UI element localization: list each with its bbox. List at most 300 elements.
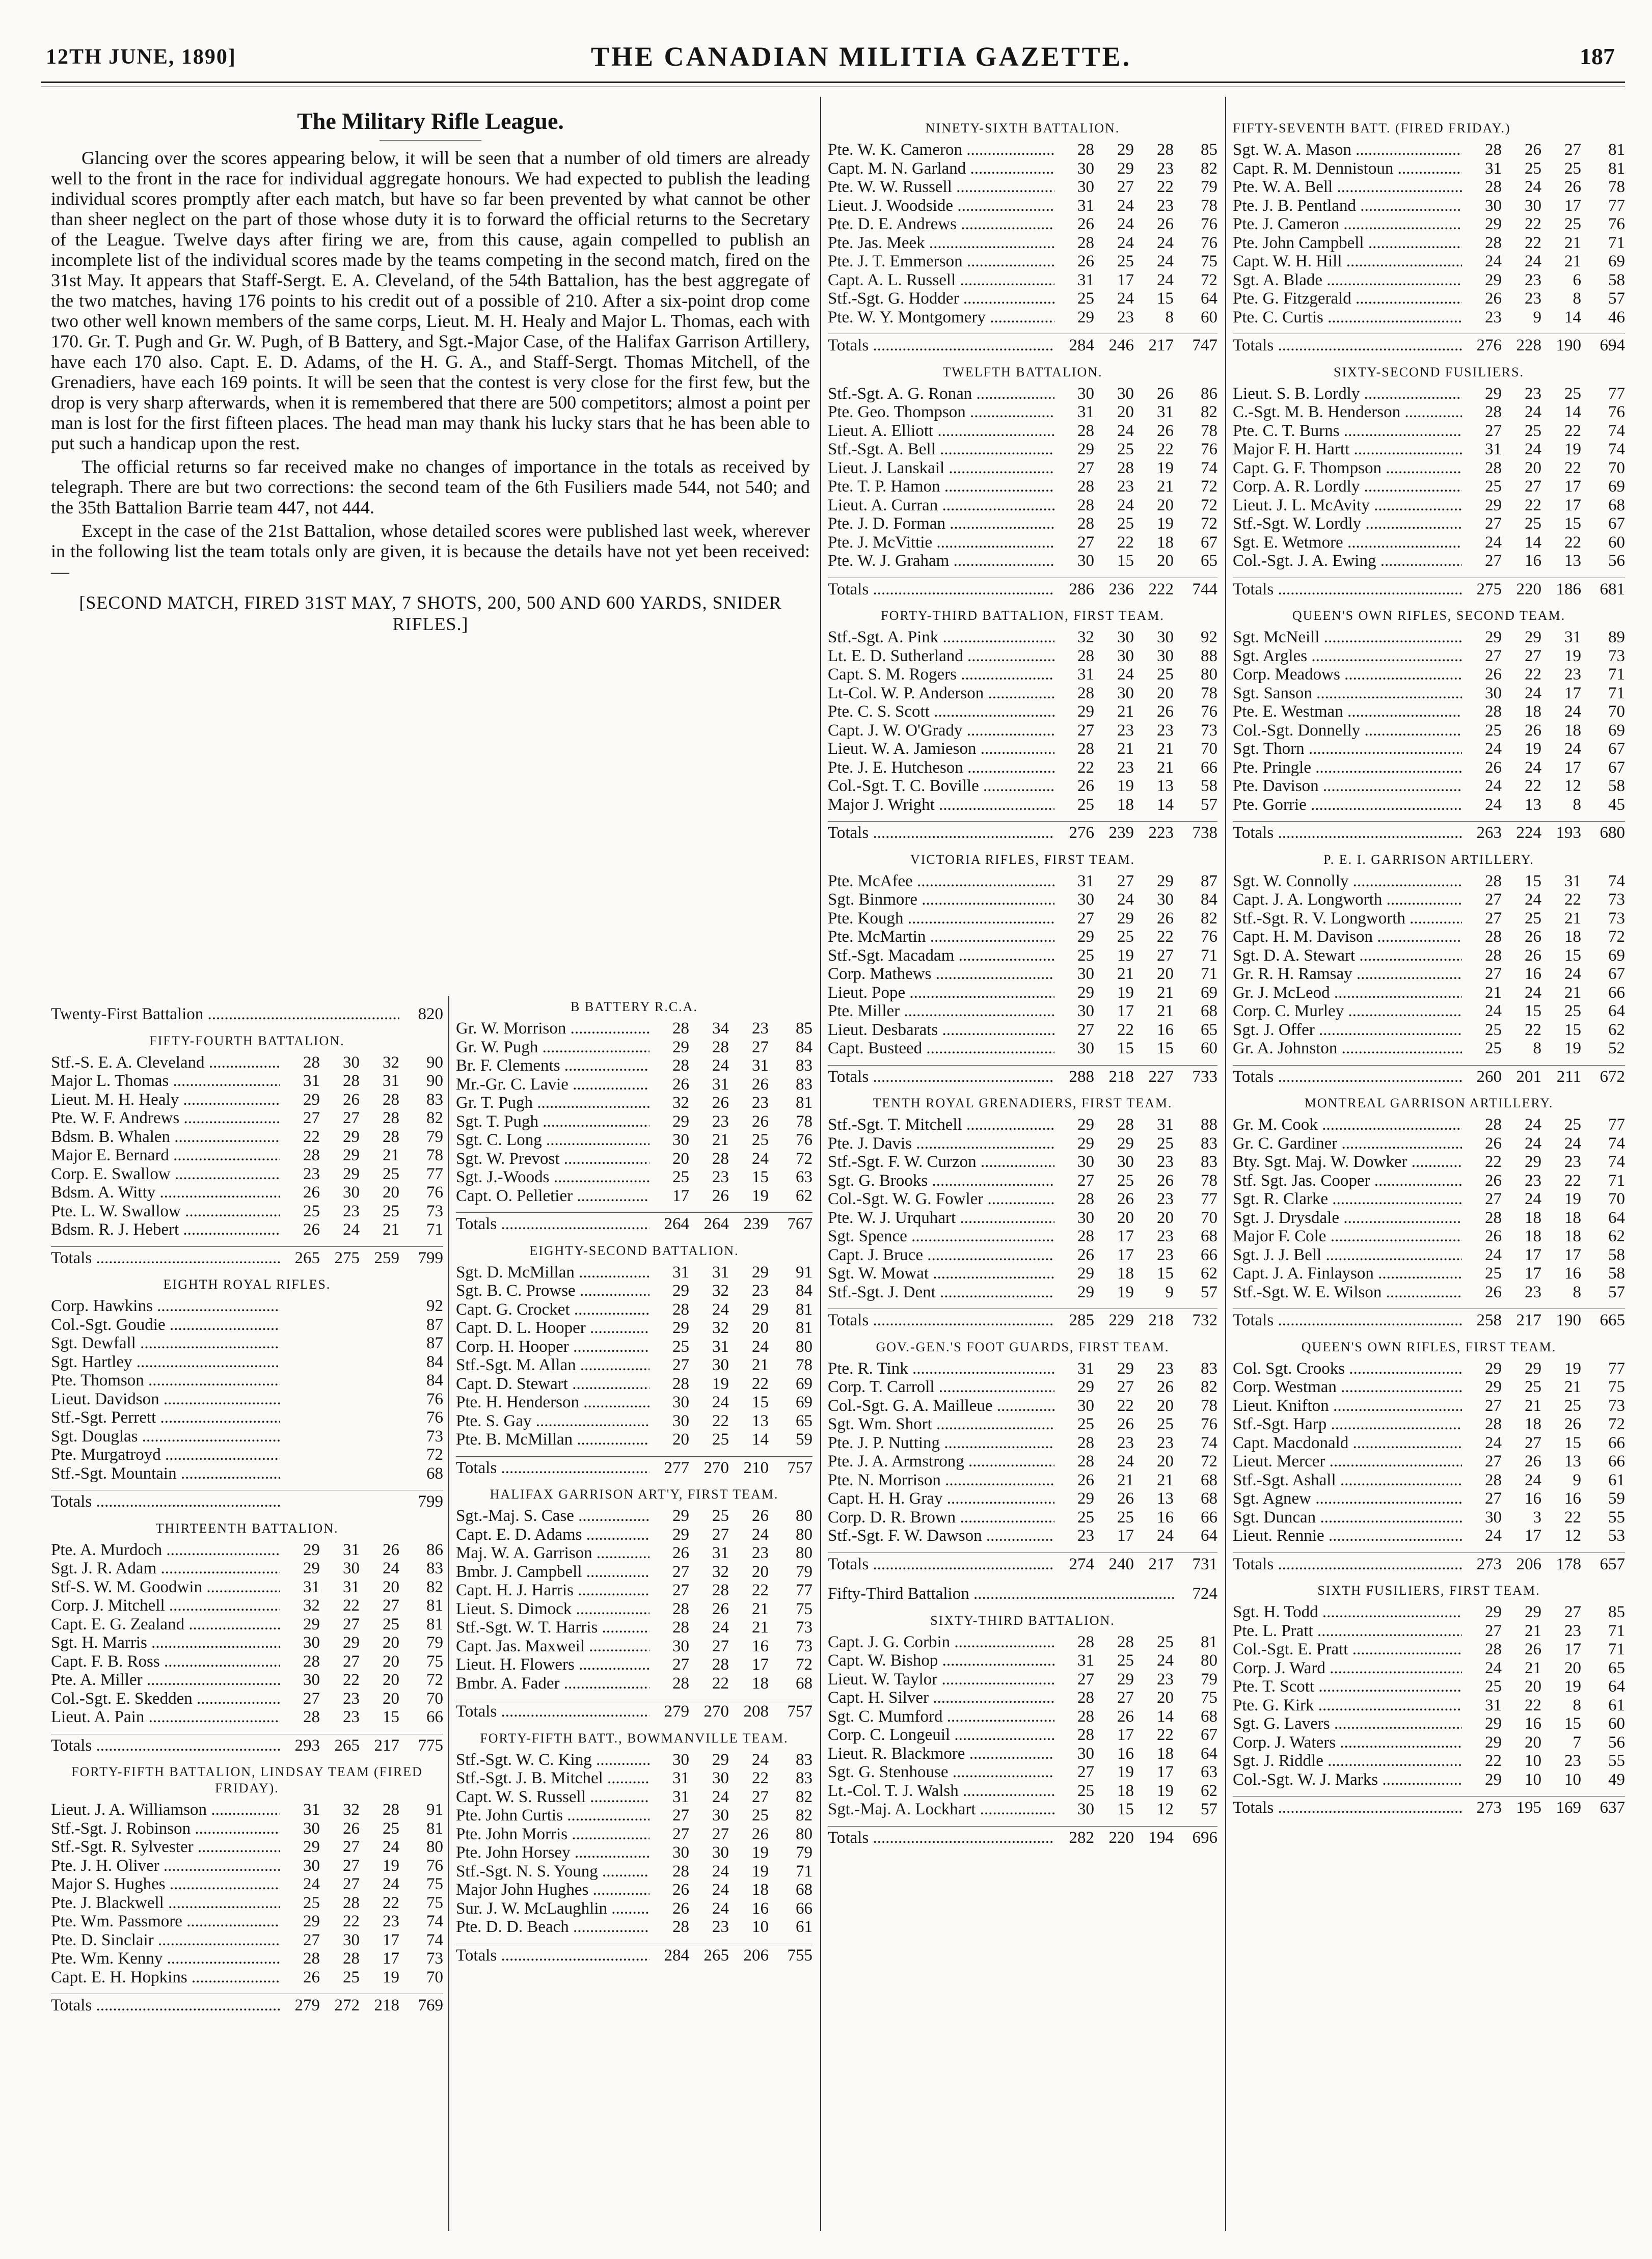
competitor-name: Sgt. R. Clarke .....: [1233, 1190, 1462, 1209]
competitor-name: Sgt. D. McMillan .....: [456, 1263, 649, 1282]
team-name: Twenty-First Battalion .....: [51, 1005, 399, 1024]
competitor-name: Lieut. H. Flowers .....: [456, 1655, 649, 1674]
competitor-name: Stf.-Sgt. Macadam .....: [828, 946, 1054, 965]
competitor-name: Pte. G. Kirk .....: [1233, 1696, 1462, 1715]
score-200-yards: 25: [1485, 1264, 1502, 1283]
score-500-yards: 25: [1117, 514, 1134, 533]
score-500-yards: 21: [1525, 1396, 1541, 1415]
score-200-yards: [280, 1334, 320, 1353]
total-500-yards: 228: [1516, 336, 1541, 355]
score-600-yards: 18: [752, 1881, 769, 1899]
masthead-title: THE CANADIAN MILITIA GAZETTE.: [591, 41, 1132, 72]
score-row: [828, 1283, 1217, 1302]
total-600-yards: 193: [1556, 824, 1581, 842]
score-500-yards: 22: [1525, 233, 1541, 252]
score-500-yards: 18: [1117, 795, 1134, 814]
total-500-yards: 229: [1108, 1311, 1134, 1329]
score-500-yards: 13: [1525, 795, 1541, 814]
score-row: [1233, 796, 1625, 814]
score-600-yards: 24: [1157, 1527, 1174, 1545]
score-row: [1233, 1283, 1625, 1302]
score-total: 79: [796, 1562, 813, 1581]
score-row: [456, 1150, 813, 1168]
score-500-yards: 32: [712, 1562, 729, 1581]
score-row: [51, 1968, 443, 1987]
score-row: [456, 1806, 813, 1825]
score-200-yards: 26: [1077, 777, 1094, 795]
score-500-yards: 28: [712, 1149, 729, 1168]
totals-label: Totals .....: [828, 336, 1054, 355]
score-total: 69: [1608, 946, 1625, 965]
score-500-yards: 15: [1117, 1039, 1134, 1057]
score-600-yards: 15: [1564, 1433, 1581, 1452]
score-total: 75: [1201, 1689, 1217, 1707]
competitor-name: Pte. John Horsey .....: [456, 1843, 649, 1862]
score-500-yards: 21: [1525, 1621, 1541, 1640]
score-200-yards: 28: [1077, 1726, 1094, 1744]
score-row: [828, 740, 1217, 758]
competitor-name: Gr. T. Pugh .....: [456, 1094, 649, 1112]
team-section: [828, 1583, 1217, 1603]
competitor-name: Capt. E. H. Hopkins .....: [51, 1968, 280, 1987]
score-row: [828, 1763, 1217, 1782]
score-200-yards: 25: [1077, 1415, 1094, 1433]
score-total: 68: [1201, 1002, 1217, 1020]
score-200-yards: 25: [672, 1337, 689, 1356]
score-row: [1233, 289, 1625, 308]
competitor-name: Sgt. Spence .....: [828, 1227, 1054, 1246]
score-600-yards: 18: [1157, 1744, 1174, 1763]
score-600-yards: 19: [1157, 1781, 1174, 1800]
score-500-yards: 25: [712, 1430, 729, 1449]
score-row: [1233, 1752, 1625, 1771]
score-total: 85: [796, 1019, 813, 1038]
score-row: [456, 1430, 813, 1449]
score-600-yards: 15: [752, 1168, 769, 1186]
score-600-yards: 22: [1157, 178, 1174, 196]
score-total: 61: [796, 1918, 813, 1936]
team-heading: SIXTY-SECOND FUSILIERS.: [1334, 364, 1524, 379]
score-500-yards: 26: [712, 1186, 729, 1205]
score-total: 83: [796, 1750, 813, 1769]
totals-label: Totals .....: [1233, 824, 1462, 842]
score-200-yards: 29: [1077, 1378, 1094, 1396]
score-row: [828, 1264, 1217, 1283]
score-600-yards: 20: [1157, 1396, 1174, 1415]
score-row: [1233, 1415, 1625, 1434]
score-200-yards: 28: [303, 1146, 320, 1164]
score-row: [1233, 234, 1625, 253]
score-600-yards: 22: [1564, 890, 1581, 909]
competitor-name: Sgt. C. Mumford .....: [828, 1707, 1054, 1726]
score-500-yards: 25: [343, 1968, 360, 1986]
competitor-name: Lieut. Davidson .....: [51, 1390, 280, 1409]
score-200-yards: 29: [672, 1282, 689, 1300]
score-total: 62: [1201, 1264, 1217, 1283]
score-row: [828, 984, 1217, 1002]
competitor-name: Pte. Miller .....: [828, 1002, 1054, 1021]
score-500-yards: [320, 1371, 360, 1390]
score-row: [456, 1618, 813, 1637]
score-row: [828, 1434, 1217, 1453]
score-500-yards: 27: [1117, 1378, 1134, 1396]
score-row: [1233, 758, 1625, 777]
score-600-yards: 15: [1564, 1714, 1581, 1733]
team-section: [1233, 608, 1625, 842]
score-total: 74: [1608, 421, 1625, 440]
score-200-yards: 25: [303, 1893, 320, 1912]
score-500-yards: 30: [343, 1930, 360, 1949]
competitor-name: Sgt. W. A. Mason .....: [1233, 141, 1462, 159]
team-section: [456, 999, 813, 1234]
score-200-yards: 30: [1077, 965, 1094, 983]
score-200-yards: 25: [1077, 289, 1094, 308]
score-200-yards: 26: [1485, 758, 1502, 777]
score-row: [51, 1316, 443, 1335]
score-500-yards: 28: [1117, 1115, 1134, 1134]
score-600-yards: 17: [1564, 196, 1581, 215]
score-500-yards: 24: [712, 1300, 729, 1319]
score-200-yards: 32: [303, 1596, 320, 1615]
total-200-yards: 277: [664, 1458, 689, 1477]
score-row: [51, 1053, 443, 1072]
competitor-name: Gr. W. Morrison .....: [456, 1019, 649, 1038]
competitor-name: Capt. G. F. Thompson .....: [1233, 459, 1462, 478]
score-500-yards: 19: [1117, 946, 1134, 965]
score-row: [828, 721, 1217, 740]
team-section: [51, 1003, 443, 1024]
score-600-yards: 23: [1157, 196, 1174, 215]
score-500-yards: [320, 1446, 360, 1464]
score-200-yards: 28: [1485, 1208, 1502, 1227]
score-200-yards: 30: [1077, 159, 1094, 178]
team-heading: TWELFTH BATTALION.: [942, 364, 1103, 379]
total-500-yards: 206: [1516, 1555, 1541, 1573]
score-column-2: [456, 996, 813, 1974]
score-row: [456, 1881, 813, 1899]
score-total: 73: [426, 1427, 443, 1446]
competitor-name: Stf.-Sgt. G. Hodder .....: [828, 289, 1054, 308]
score-500-yards: 26: [1117, 1415, 1134, 1433]
competitor-name: Sgt. J. R. Adam .....: [51, 1559, 280, 1578]
score-row: [828, 946, 1217, 965]
competitor-name: Sgt. G. Stenhouse .....: [828, 1763, 1054, 1782]
competitor-name: Pte. W. F. Andrews .....: [51, 1109, 280, 1128]
competitor-name: Capt. Jas. Maxweil .....: [456, 1637, 649, 1656]
score-200-yards: 29: [1077, 440, 1094, 458]
score-500-yards: 27: [1117, 178, 1134, 196]
totals-label: Totals .....: [828, 1068, 1054, 1086]
competitor-name: Pte. W. W. Russell .....: [828, 178, 1054, 197]
team-heading: VICTORIA RIFLES, FIRST TEAM.: [910, 852, 1135, 867]
score-500-yards: 24: [1117, 421, 1134, 440]
grand-total: 757: [787, 1702, 813, 1721]
competitor-name: Pte. D. D. Beach .....: [456, 1918, 649, 1937]
competitor-name: Capt. D. L. Hooper .....: [456, 1319, 649, 1338]
competitor-name: Pte. D. Sinclair .....: [51, 1931, 280, 1950]
score-row: [1233, 533, 1625, 552]
score-600-yards: 24: [383, 1559, 399, 1577]
score-row: [828, 928, 1217, 946]
score-200-yards: 26: [672, 1899, 689, 1918]
competitor-name: Pte. C. T. Burns .....: [1233, 422, 1462, 441]
score-total: 70: [1608, 458, 1625, 477]
competitor-name: Sgt.-Maj. S. Case .....: [456, 1507, 649, 1526]
score-500-yards: 22: [1525, 1020, 1541, 1039]
score-total: 66: [1608, 983, 1625, 1002]
score-row: [456, 1507, 813, 1526]
score-500-yards: 25: [1525, 909, 1541, 928]
score-row: [1233, 1489, 1625, 1508]
score-600-yards: 21: [1157, 740, 1174, 758]
score-600-yards: 23: [1157, 1433, 1174, 1452]
score-500-yards: 29: [343, 1127, 360, 1146]
score-600-yards: 27: [1564, 1603, 1581, 1621]
team-heading: MONTREAL GARRISON ARTILLERY.: [1304, 1096, 1554, 1110]
team-section: [456, 1730, 813, 1965]
score-row: [828, 496, 1217, 515]
competitor-name: Stf.-Sgt. W. T. Harris .....: [456, 1618, 649, 1637]
score-600-yards: 30: [1157, 646, 1174, 665]
score-200-yards: 27: [672, 1806, 689, 1825]
score-row: [828, 1378, 1217, 1397]
article-paragraph: Glancing over the scores appearing below, it will be seen that a number of old timers are already well to the front in the race for individual aggregate honours. We had expected to publish the leading individual scores promptly after each match, but have so far been prevented by what cannot be other than sheer neglect on the part of those whose duty it is to forward the official returns to the Secretary of the League. Twelve days after firing we are, from this cause, again compelled to publish an incomplete list of the individual scores made by the teams competing in the second match, fired on the 31st May. It appears that Staff-Sergt. E. A. Cleveland, of the 54th Battalion, has the best aggregate of the two matches, having 176 points to his credit out of a possible of 210. After a six-point drop come two other well known members of the same corps, Lieut. M. H. Healy and Major L. Thomas, each with 170. Gr. T. Pugh and Gr. W. Pugh, of B Battery, and Sgt.-Major Case, of the Halifax Garrison Artillery, have each 170 also. Capt. E. D. Adams, of the H. G. A., and Staff-Sergt. Thomas Mitchell, of the Grenadiers, have each 169 points. It will be seen that the contest is very close for the first few, but the drop is very sharp afterwards, when it is remembered that there are 500 competitors; almost a point per man is lost for the first fifteen places. The head man may thank his lucky stars that he has been able to put such a handicap upon the rest.: [51, 147, 810, 453]
score-500-yards: 24: [712, 1618, 729, 1637]
score-200-yards: 29: [1485, 270, 1502, 289]
competitor-name: Sgt. J.-Woods .....: [456, 1168, 649, 1187]
competitor-name: Stf.-Sgt. Ashall .....: [1233, 1471, 1462, 1490]
score-row: [51, 1912, 443, 1931]
totals-row: [828, 1553, 1217, 1574]
competitor-name: Lieut. R. Blackmore .....: [828, 1745, 1054, 1763]
score-600-yards: 12: [1157, 1800, 1174, 1818]
score-500-yards: 22: [343, 1671, 360, 1689]
competitor-name: Lt. E. D. Sutherland .....: [828, 647, 1054, 666]
score-200-yards: 31: [1077, 665, 1094, 684]
score-total: 58: [1608, 1245, 1625, 1264]
score-600-yards: 31: [1157, 1115, 1174, 1134]
score-200-yards: 24: [1485, 1002, 1502, 1020]
score-row: [456, 1751, 813, 1770]
score-200-yards: 28: [1485, 1640, 1502, 1658]
total-600-yards: 217: [374, 1736, 399, 1755]
competitor-name: Pte. Jas. Meek .....: [828, 234, 1054, 253]
score-600-yards: 7: [1573, 1733, 1581, 1752]
score-600-yards: [360, 1408, 399, 1427]
score-row: [51, 1615, 443, 1634]
score-600-yards: 16: [1157, 1020, 1174, 1039]
score-row: [1233, 1508, 1625, 1527]
score-200-yards: 30: [1077, 1396, 1094, 1415]
score-500-yards: 23: [1525, 1283, 1541, 1301]
score-200-yards: [280, 1408, 320, 1427]
score-row: [828, 197, 1217, 215]
totals-row: [828, 334, 1217, 355]
score-200-yards: 31: [1077, 1651, 1094, 1670]
score-600-yards: 28: [383, 1090, 399, 1109]
competitor-name: Lieut. Knifton .....: [1233, 1397, 1462, 1416]
score-600-yards: 23: [1564, 665, 1581, 684]
score-500-yards: 27: [712, 1525, 729, 1544]
score-600-yards: 19: [1564, 1190, 1581, 1208]
score-total: 81: [1201, 1632, 1217, 1651]
score-total: 72: [1608, 1415, 1625, 1433]
score-500-yards: 32: [712, 1319, 729, 1337]
competitor-name: Stf.-Sgt. N. S. Young .....: [456, 1862, 649, 1881]
score-500-yards: 31: [712, 1337, 729, 1356]
score-total: 68: [1201, 1471, 1217, 1489]
score-total: 84: [796, 1282, 813, 1300]
team-heading: GOV.-GEN.'S FOOT GUARDS, FIRST TEAM.: [876, 1339, 1170, 1354]
grand-total: 637: [1600, 1799, 1625, 1817]
score-600-yards: 31: [752, 1056, 769, 1075]
score-row: [828, 1782, 1217, 1801]
score-600-yards: 19: [1564, 646, 1581, 665]
score-total: 70: [1608, 1190, 1625, 1208]
team-heading: B BATTERY R.C.A.: [571, 999, 698, 1014]
score-600-yards: 17: [752, 1655, 769, 1674]
score-row: [51, 1541, 443, 1560]
score-row: [1233, 984, 1625, 1002]
score-500-yards: 24: [712, 1056, 729, 1075]
competitor-name: Lieut. Desbarats .....: [828, 1021, 1054, 1040]
score-total: 76: [426, 1408, 443, 1427]
match-note: [SECOND MATCH, FIRED 31ST MAY, 7 SHOTS, 200, 500 AND 600 YARDS, SNIDER RIFLES.]: [79, 592, 782, 634]
score-500-yards: 23: [712, 1168, 729, 1186]
score-600-yards: 21: [1564, 1378, 1581, 1396]
score-200-yards: 28: [1077, 1632, 1094, 1651]
score-row: [828, 1002, 1217, 1021]
score-row: [828, 514, 1217, 533]
score-600-yards: 23: [1564, 1153, 1581, 1171]
total-600-yards: 211: [1556, 1067, 1581, 1086]
score-total: 57: [1201, 1283, 1217, 1301]
totals-label: Totals .....: [51, 1996, 280, 2015]
score-600-yards: 22: [752, 1581, 769, 1599]
score-total: 65: [796, 1411, 813, 1430]
score-row: [1233, 628, 1625, 647]
competitor-name: Capt. H. Silver .....: [828, 1689, 1054, 1707]
score-500-yards: 24: [1525, 252, 1541, 270]
score-row: [456, 1075, 813, 1094]
score-row: [456, 1862, 813, 1881]
score-total: 71: [796, 1862, 813, 1881]
score-200-yards: 30: [303, 1819, 320, 1838]
competitor-name: Capt. Busteed .....: [828, 1039, 1054, 1058]
score-500-yards: [320, 1464, 360, 1483]
score-row: [828, 1039, 1217, 1058]
score-500-yards: 22: [1117, 1396, 1134, 1415]
score-total: 62: [796, 1186, 813, 1205]
score-600-yards: 22: [383, 1893, 399, 1912]
score-200-yards: 28: [672, 1599, 689, 1618]
score-row: [828, 459, 1217, 478]
score-row: [828, 440, 1217, 459]
score-total: 65: [1201, 552, 1217, 570]
score-total: 82: [796, 1806, 813, 1825]
score-600-yards: 25: [1157, 1415, 1174, 1433]
score-500-yards: 24: [1117, 289, 1134, 308]
score-row: [828, 178, 1217, 197]
score-row: [51, 1894, 443, 1913]
score-500-yards: 23: [1525, 384, 1541, 403]
score-500-yards: 31: [712, 1263, 729, 1282]
competitor-name: C.-Sgt. M. B. Henderson .....: [1233, 403, 1462, 422]
score-500-yards: 27: [712, 1637, 729, 1655]
competitor-name: Capt. W. S. Russell .....: [456, 1788, 649, 1807]
score-total: 89: [1608, 628, 1625, 646]
score-200-yards: 28: [1077, 740, 1094, 758]
team-heading: EIGHTH ROYAL RIFLES.: [163, 1277, 331, 1292]
score-total: 88: [1201, 1115, 1217, 1134]
competitor-name: Sgt. Argles .....: [1233, 647, 1462, 666]
competitor-name: Capt. H. H. Gray .....: [828, 1489, 1054, 1508]
score-row: [1233, 271, 1625, 290]
score-200-yards: 29: [1077, 1283, 1094, 1301]
competitor-name: Pte. J. D. Forman .....: [828, 514, 1054, 533]
score-200-yards: [280, 1297, 320, 1316]
competitor-name: Sgt. H. Todd .....: [1233, 1603, 1462, 1622]
score-row: [828, 252, 1217, 271]
total-500-yards: 275: [334, 1248, 360, 1267]
competitor-name: Major John Hughes .....: [456, 1881, 649, 1899]
score-total: 78: [1201, 684, 1217, 702]
score-200-yards: 26: [1077, 1245, 1094, 1264]
score-row: [828, 1726, 1217, 1745]
score-total: 60: [1608, 533, 1625, 552]
score-200-yards: 26: [1485, 1171, 1502, 1190]
score-500-yards: 18: [1525, 1415, 1541, 1433]
score-row: [1233, 1640, 1625, 1659]
score-total: 79: [426, 1127, 443, 1146]
score-row: [51, 1165, 443, 1184]
article-paragraph: The official returns so far received make no changes of importance in the totals as received by telegraph. There are but two corrections: the second team of the 6th Fusiliers made 544, not 540; and the 35th Battalion Barrie team 447, not 444.: [51, 456, 810, 518]
score-total: 79: [796, 1843, 813, 1862]
score-column-4: [1233, 117, 1625, 1827]
score-total: 80: [426, 1838, 443, 1856]
competitor-name: Stf.-Sgt. T. Mitchell .....: [828, 1115, 1054, 1134]
totals-label: Totals .....: [456, 1459, 649, 1478]
score-500-yards: 21: [1117, 965, 1134, 983]
score-500-yards: 22: [1117, 1020, 1134, 1039]
score-row: [51, 1183, 443, 1202]
score-200-yards: 28: [672, 1300, 689, 1319]
score-200-yards: 27: [1485, 1489, 1502, 1508]
score-row: [456, 1393, 813, 1412]
score-500-yards: 28: [343, 1072, 360, 1090]
score-500-yards: 21: [1525, 1658, 1541, 1677]
score-total: 67: [1608, 965, 1625, 983]
score-total: 72: [1201, 514, 1217, 533]
competitor-name: Col.-Sgt. Donnelly .....: [1233, 721, 1462, 740]
totals-row: [1233, 1309, 1625, 1330]
score-600-yards: 8: [1573, 1696, 1581, 1714]
competitor-name: Capt. O. Pelletier .....: [456, 1187, 649, 1206]
score-500-yards: 8: [1533, 1039, 1541, 1057]
score-500-yards: [320, 1353, 360, 1372]
score-total: 80: [1201, 1651, 1217, 1670]
score-200-yards: 30: [672, 1393, 689, 1411]
score-200-yards: 29: [1485, 496, 1502, 514]
score-total: 61: [1608, 1471, 1625, 1489]
score-row: [456, 1187, 813, 1206]
score-500-yards: 27: [343, 1838, 360, 1856]
score-500-yards: 30: [712, 1806, 729, 1825]
score-row: [456, 1581, 813, 1600]
score-600-yards: 23: [752, 1282, 769, 1300]
grand-total: 733: [1192, 1067, 1217, 1086]
totals-row: [1233, 1553, 1625, 1574]
